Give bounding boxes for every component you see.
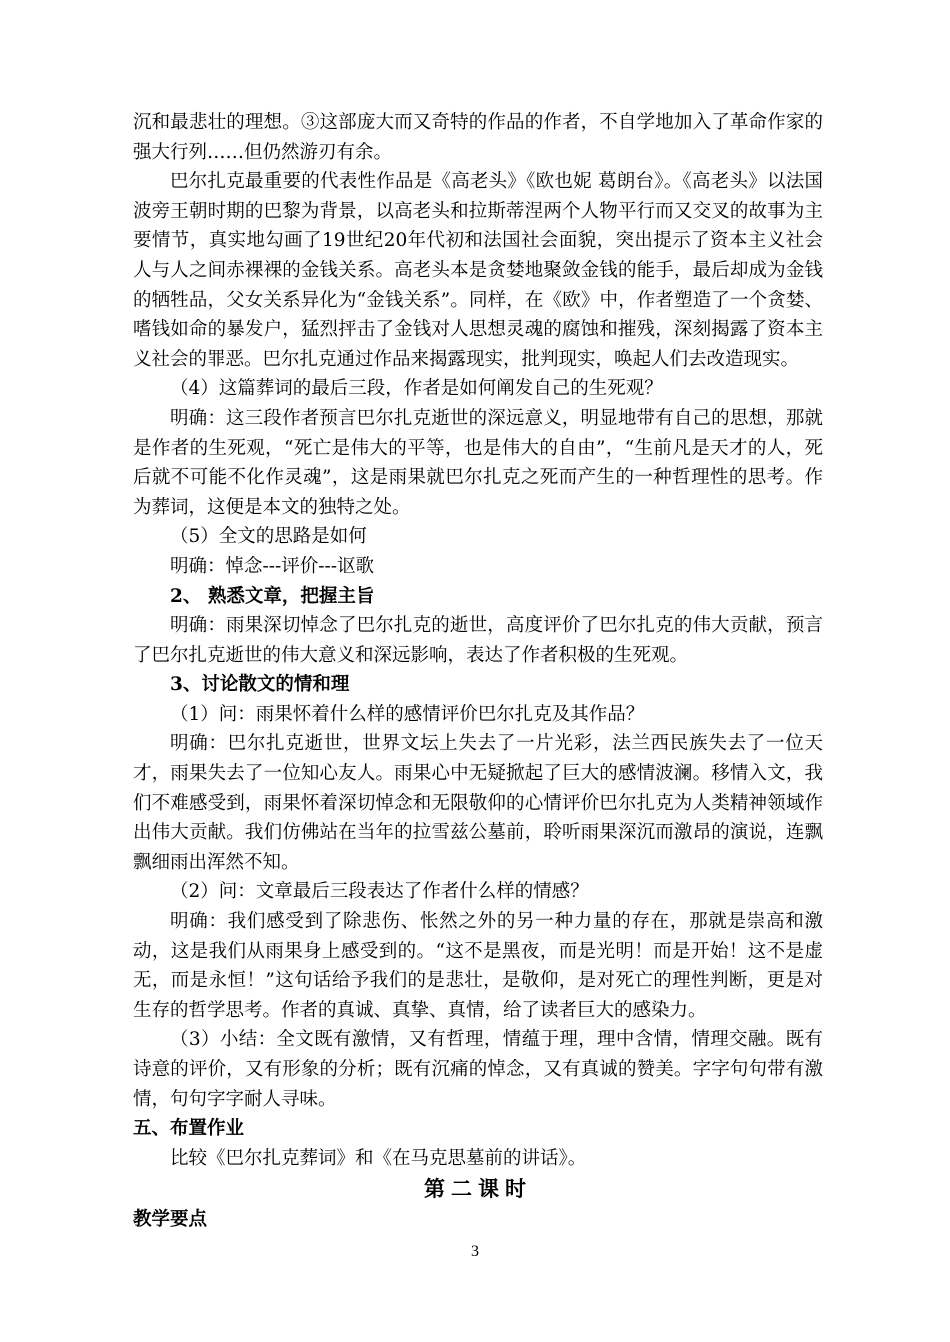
paragraph: 明确：我们感受到了除悲伤、怅然之外的另一种力量的存在，那就是崇高和激动，这是我们从雨果身上感受到的。“这不是黑夜，而是光明！而是开始！这不是虚无，而是永恒！”这句话给予我们的是悲壮，是敬仰，是对死亡的理性判断，更是对生存的哲学思考。作者的真诚、真挚、真情，给了读者巨大的感染力。 bbox=[133, 911, 823, 1021]
paragraph: （4）这篇葬词的最后三段，作者是如何阐发自己的生死观？ bbox=[170, 378, 663, 400]
section-title: 第二课时 bbox=[424, 1176, 532, 1202]
paragraph: 沉和最悲壮的理想。③这部庞大而又奇特的作品的作者，不自学地加入了革命作家的强大行列……但仍然游刃有余。 bbox=[133, 112, 823, 163]
document-body bbox=[133, 108, 823, 1235]
paragraph: 比较《巴尔扎克葬词》和《在马克思墓前的讲话》。 bbox=[170, 1147, 587, 1169]
paragraph: （1）问：雨果怀着什么样的感情评价巴尔扎克及其作品？ bbox=[170, 703, 645, 725]
paragraph: （5）全文的思路是如何 bbox=[170, 526, 367, 548]
paragraph: 明确：雨果深切悼念了巴尔扎克的逝世，高度评价了巴尔扎克的伟大贡献，预言了巴尔扎克逝世的伟大意义和深远影响，表达了作者积极的生死观。 bbox=[133, 615, 823, 666]
paragraph: 巴尔扎克最重要的代表性作品是《高老头》《欧也妮 葛朗台》。《高老头》以法国波旁王朝时期的巴黎为背景，以高老头和拉斯蒂涅两个人物平行而又交叉的故事为主要情节，真实地勾画了19世纪20年代初和法国社会面貌，突出提示了资本主义社会人与人之间赤裸裸的金钱关系。高老头本是贪婪地聚敛金钱的能手，最后却成为金钱的牺牲品，父女关系异化为“金钱关系”。同样，在《欧》中，作者塑造了一个贪婪、嗜钱如命的暴发户，猛烈抨击了金钱对人思想灵魂的腐蚀和摧残，深刻揭露了资本主义社会的罪恶。巴尔扎克通过作品来揭露现实，批判现实，唤起人们去改造现实。 bbox=[133, 171, 823, 370]
paragraph: （3）小结：全文既有激情，又有哲理，情蕴于理，理中含情，情理交融。既有诗意的评价，又有形象的分析；既有沉痛的悼念，又有真诚的赞美。字字句句带有激情，句句字字耐人寻味。 bbox=[133, 1029, 823, 1110]
paragraph: （2）问：文章最后三段表达了作者什么样的情感？ bbox=[170, 881, 589, 903]
paragraph: 明确：巴尔扎克逝世，世界文坛上失去了一片光彩，法兰西民族失去了一位天才，雨果失去了一位知心友人。雨果心中无疑掀起了巨大的感情波澜。移情入文，我们不难感受到，雨果怀着深切悼念和无限敬仰的心情评价巴尔扎克为人类精神领域作出伟大贡献。我们仿佛站在当年的拉雪兹公墓前，聆听雨果深沉而激昂的演说，连飘飘细雨出浑然不知。 bbox=[133, 733, 823, 873]
paragraph-list bbox=[133, 108, 823, 1173]
section-heading: 3、讨论散文的情和理 bbox=[170, 674, 350, 696]
section-heading: 五、布置作业 bbox=[133, 1118, 245, 1140]
section-heading: 2、 熟悉文章，把握主旨 bbox=[170, 585, 375, 607]
subheading: 教学要点 bbox=[133, 1209, 208, 1231]
page-number: 3 bbox=[471, 1243, 479, 1260]
paragraph: 明确：这三段作者预言巴尔扎克逝世的深远意义，明显地带有自己的思想，那就是作者的生死观，“死亡是伟大的平等，也是伟大的自由”，“生前凡是天才的人，死后就不可能不化作灵魂”，这是雨果就巴尔扎克之死而产生的一种哲理性的思考。作为葬词，这便是本文的独特之处。 bbox=[133, 407, 823, 518]
paragraph: 明确：悼念---评价---讴歌 bbox=[170, 555, 375, 577]
